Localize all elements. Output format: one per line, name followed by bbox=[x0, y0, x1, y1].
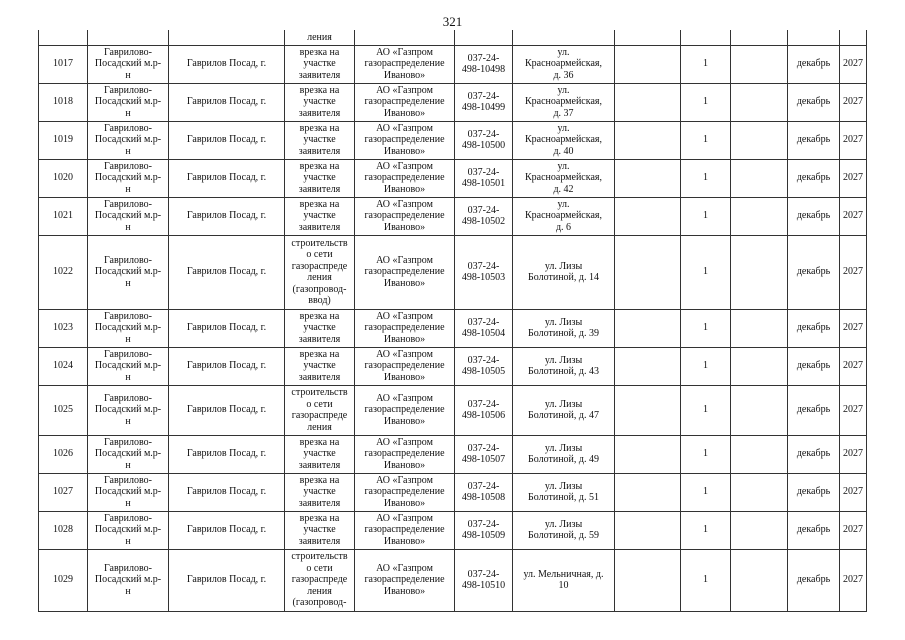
empty-cell bbox=[731, 473, 788, 511]
table-row bbox=[39, 309, 867, 347]
year-cell: 2027 bbox=[840, 197, 867, 235]
address-cell: ул. Лизы Болотиной, д. 14 bbox=[513, 235, 615, 309]
work-cell: врезка на участке заявителя bbox=[285, 435, 355, 473]
empty-cell bbox=[615, 473, 681, 511]
empty-cell bbox=[615, 309, 681, 347]
table-row bbox=[39, 159, 867, 197]
settlement-cell: Гаврилов Посад, г. bbox=[169, 83, 285, 121]
district-cell: Гаврилово- Посадский м.р- н bbox=[88, 473, 169, 511]
district-cell: Гаврилово- Посадский м.р- н bbox=[88, 235, 169, 309]
empty-cell bbox=[731, 309, 788, 347]
work-cell: врезка на участке заявителя bbox=[285, 83, 355, 121]
num-cell: 1025 bbox=[39, 385, 88, 435]
code-cell: 037-24- 498-10499 bbox=[455, 83, 513, 121]
code-cell: 037-24- 498-10510 bbox=[455, 549, 513, 611]
year-cell: 2027 bbox=[840, 309, 867, 347]
org-cell bbox=[355, 30, 455, 45]
code-cell: 037-24- 498-10503 bbox=[455, 235, 513, 309]
code-cell bbox=[455, 30, 513, 45]
settlement-cell: Гаврилов Посад, г. bbox=[169, 549, 285, 611]
table-row bbox=[39, 347, 867, 385]
month-cell: декабрь bbox=[788, 159, 840, 197]
work-cell: строительств о сети газораспреде ления (газопровод- ввод) bbox=[285, 235, 355, 309]
code-cell: 037-24- 498-10500 bbox=[455, 121, 513, 159]
year-cell: 2027 bbox=[840, 473, 867, 511]
code-cell: 037-24- 498-10508 bbox=[455, 473, 513, 511]
district-cell: Гаврилово- Посадский м.р- н bbox=[88, 347, 169, 385]
org-cell: АО «Газпром газораспределение Иваново» bbox=[355, 197, 455, 235]
month-cell: декабрь bbox=[788, 45, 840, 83]
settlement-cell: Гаврилов Посад, г. bbox=[169, 159, 285, 197]
continuation-row bbox=[39, 30, 867, 45]
qty-cell: 1 bbox=[681, 309, 731, 347]
num-cell: 1017 bbox=[39, 45, 88, 83]
settlement-cell: Гаврилов Посад, г. bbox=[169, 347, 285, 385]
address-cell: ул. Красноармейская, д. 6 bbox=[513, 197, 615, 235]
qty-cell: 1 bbox=[681, 197, 731, 235]
month-cell: декабрь bbox=[788, 235, 840, 309]
org-cell: АО «Газпром газораспределение Иваново» bbox=[355, 45, 455, 83]
address-cell: ул. Мельничная, д. 10 bbox=[513, 549, 615, 611]
org-cell: АО «Газпром газораспределение Иваново» bbox=[355, 121, 455, 159]
settlement-cell: Гаврилов Посад, г. bbox=[169, 45, 285, 83]
district-cell: Гаврилово- Посадский м.р- н bbox=[88, 435, 169, 473]
district-cell: Гаврилово- Посадский м.р- н bbox=[88, 121, 169, 159]
empty-cell bbox=[731, 235, 788, 309]
qty-cell: 1 bbox=[681, 511, 731, 549]
month-cell: декабрь bbox=[788, 83, 840, 121]
year-cell: 2027 bbox=[840, 549, 867, 611]
address-cell: ул. Красноармейская, д. 42 bbox=[513, 159, 615, 197]
num-cell: 1023 bbox=[39, 309, 88, 347]
code-cell: 037-24- 498-10501 bbox=[455, 159, 513, 197]
num-cell: 1021 bbox=[39, 197, 88, 235]
empty-cell bbox=[615, 347, 681, 385]
address-cell: ул. Лизы Болотиной, д. 51 bbox=[513, 473, 615, 511]
empty-cell bbox=[615, 30, 681, 45]
month-cell: декабрь bbox=[788, 511, 840, 549]
month-cell: декабрь bbox=[788, 385, 840, 435]
org-cell: АО «Газпром газораспределение Иваново» bbox=[355, 435, 455, 473]
settlement-cell bbox=[169, 30, 285, 45]
work-cell: ления bbox=[285, 30, 355, 45]
code-cell: 037-24- 498-10509 bbox=[455, 511, 513, 549]
year-cell: 2027 bbox=[840, 385, 867, 435]
table-row bbox=[39, 197, 867, 235]
code-cell: 037-24- 498-10504 bbox=[455, 309, 513, 347]
month-cell: декабрь bbox=[788, 309, 840, 347]
org-cell: АО «Газпром газораспределение Иваново» bbox=[355, 385, 455, 435]
work-cell: врезка на участке заявителя bbox=[285, 347, 355, 385]
empty-cell bbox=[615, 511, 681, 549]
org-cell: АО «Газпром газораспределение Иваново» bbox=[355, 473, 455, 511]
schedule-table bbox=[38, 30, 867, 612]
table-row bbox=[39, 511, 867, 549]
year-cell bbox=[840, 30, 867, 45]
work-cell: врезка на участке заявителя bbox=[285, 197, 355, 235]
district-cell: Гаврилово- Посадский м.р- н bbox=[88, 549, 169, 611]
num-cell: 1027 bbox=[39, 473, 88, 511]
table-row bbox=[39, 435, 867, 473]
empty-cell bbox=[615, 385, 681, 435]
settlement-cell: Гаврилов Посад, г. bbox=[169, 197, 285, 235]
qty-cell: 1 bbox=[681, 121, 731, 159]
district-cell: Гаврилово- Посадский м.р- н bbox=[88, 511, 169, 549]
month-cell: декабрь bbox=[788, 197, 840, 235]
month-cell: декабрь bbox=[788, 347, 840, 385]
month-cell: декабрь bbox=[788, 473, 840, 511]
district-cell bbox=[88, 30, 169, 45]
empty-cell bbox=[615, 45, 681, 83]
code-cell: 037-24- 498-10502 bbox=[455, 197, 513, 235]
work-cell: врезка на участке заявителя bbox=[285, 45, 355, 83]
settlement-cell: Гаврилов Посад, г. bbox=[169, 435, 285, 473]
work-cell: строительств о сети газораспреде ления bbox=[285, 385, 355, 435]
org-cell: АО «Газпром газораспределение Иваново» bbox=[355, 511, 455, 549]
address-cell: ул. Лизы Болотиной, д. 49 bbox=[513, 435, 615, 473]
settlement-cell: Гаврилов Посад, г. bbox=[169, 511, 285, 549]
address-cell: ул. Красноармейская, д. 36 bbox=[513, 45, 615, 83]
settlement-cell: Гаврилов Посад, г. bbox=[169, 385, 285, 435]
table-row bbox=[39, 549, 867, 611]
address-cell: ул. Лизы Болотиной, д. 39 bbox=[513, 309, 615, 347]
org-cell: АО «Газпром газораспределение Иваново» bbox=[355, 549, 455, 611]
num-cell: 1022 bbox=[39, 235, 88, 309]
qty-cell: 1 bbox=[681, 549, 731, 611]
empty-cell bbox=[615, 197, 681, 235]
year-cell: 2027 bbox=[840, 435, 867, 473]
address-cell: ул. Лизы Болотиной, д. 43 bbox=[513, 347, 615, 385]
work-cell: строительств о сети газораспреде ления (газопровод- bbox=[285, 549, 355, 611]
table-body bbox=[39, 30, 867, 611]
address-cell: ул. Лизы Болотиной, д. 47 bbox=[513, 385, 615, 435]
settlement-cell: Гаврилов Посад, г. bbox=[169, 473, 285, 511]
table-row bbox=[39, 83, 867, 121]
num-cell bbox=[39, 30, 88, 45]
table-row bbox=[39, 385, 867, 435]
num-cell: 1024 bbox=[39, 347, 88, 385]
address-cell bbox=[513, 30, 615, 45]
empty-cell bbox=[731, 45, 788, 83]
year-cell: 2027 bbox=[840, 159, 867, 197]
code-cell: 037-24- 498-10498 bbox=[455, 45, 513, 83]
table-row bbox=[39, 473, 867, 511]
empty-cell bbox=[731, 159, 788, 197]
qty-cell: 1 bbox=[681, 45, 731, 83]
page-number: 321 bbox=[442, 14, 463, 29]
qty-cell: 1 bbox=[681, 385, 731, 435]
qty-cell: 1 bbox=[681, 473, 731, 511]
district-cell: Гаврилово- Посадский м.р- н bbox=[88, 309, 169, 347]
year-cell: 2027 bbox=[840, 511, 867, 549]
year-cell: 2027 bbox=[840, 235, 867, 309]
num-cell: 1029 bbox=[39, 549, 88, 611]
org-cell: АО «Газпром газораспределение Иваново» bbox=[355, 235, 455, 309]
qty-cell: 1 bbox=[681, 83, 731, 121]
work-cell: врезка на участке заявителя bbox=[285, 159, 355, 197]
settlement-cell: Гаврилов Посад, г. bbox=[169, 309, 285, 347]
empty-cell bbox=[731, 385, 788, 435]
year-cell: 2027 bbox=[840, 347, 867, 385]
year-cell: 2027 bbox=[840, 45, 867, 83]
empty-cell bbox=[731, 347, 788, 385]
empty-cell bbox=[731, 197, 788, 235]
num-cell: 1020 bbox=[39, 159, 88, 197]
num-cell: 1028 bbox=[39, 511, 88, 549]
month-cell: декабрь bbox=[788, 549, 840, 611]
org-cell: АО «Газпром газораспределение Иваново» bbox=[355, 309, 455, 347]
empty-cell bbox=[615, 549, 681, 611]
work-cell: врезка на участке заявителя bbox=[285, 473, 355, 511]
qty-cell: 1 bbox=[681, 159, 731, 197]
qty-cell: 1 bbox=[681, 347, 731, 385]
district-cell: Гаврилово- Посадский м.р- н bbox=[88, 45, 169, 83]
district-cell: Гаврилово- Посадский м.р- н bbox=[88, 159, 169, 197]
org-cell: АО «Газпром газораспределение Иваново» bbox=[355, 83, 455, 121]
address-cell: ул. Лизы Болотиной, д. 59 bbox=[513, 511, 615, 549]
num-cell: 1019 bbox=[39, 121, 88, 159]
address-cell: ул. Красноармейская, д. 40 bbox=[513, 121, 615, 159]
month-cell: декабрь bbox=[788, 121, 840, 159]
empty-cell bbox=[731, 83, 788, 121]
table-row bbox=[39, 235, 867, 309]
work-cell: врезка на участке заявителя bbox=[285, 121, 355, 159]
empty-cell bbox=[615, 159, 681, 197]
month-cell bbox=[788, 30, 840, 45]
org-cell: АО «Газпром газораспределение Иваново» bbox=[355, 347, 455, 385]
settlement-cell: Гаврилов Посад, г. bbox=[169, 121, 285, 159]
code-cell: 037-24- 498-10505 bbox=[455, 347, 513, 385]
settlement-cell: Гаврилов Посад, г. bbox=[169, 235, 285, 309]
address-cell: ул. Красноармейская, д. 37 bbox=[513, 83, 615, 121]
district-cell: Гаврилово- Посадский м.р- н bbox=[88, 197, 169, 235]
empty-cell bbox=[731, 511, 788, 549]
org-cell: АО «Газпром газораспределение Иваново» bbox=[355, 159, 455, 197]
empty-cell bbox=[731, 30, 788, 45]
num-cell: 1026 bbox=[39, 435, 88, 473]
empty-cell bbox=[615, 121, 681, 159]
year-cell: 2027 bbox=[840, 121, 867, 159]
empty-cell bbox=[731, 121, 788, 159]
year-cell: 2027 bbox=[840, 83, 867, 121]
qty-cell: 1 bbox=[681, 235, 731, 309]
empty-cell bbox=[615, 83, 681, 121]
empty-cell bbox=[731, 435, 788, 473]
code-cell: 037-24- 498-10507 bbox=[455, 435, 513, 473]
district-cell: Гаврилово- Посадский м.р- н bbox=[88, 83, 169, 121]
empty-cell bbox=[731, 549, 788, 611]
qty-cell: 1 bbox=[681, 435, 731, 473]
district-cell: Гаврилово- Посадский м.р- н bbox=[88, 385, 169, 435]
empty-cell bbox=[615, 435, 681, 473]
work-cell: врезка на участке заявителя bbox=[285, 511, 355, 549]
num-cell: 1018 bbox=[39, 83, 88, 121]
empty-cell bbox=[615, 235, 681, 309]
qty-cell bbox=[681, 30, 731, 45]
table-row bbox=[39, 45, 867, 83]
code-cell: 037-24- 498-10506 bbox=[455, 385, 513, 435]
work-cell: врезка на участке заявителя bbox=[285, 309, 355, 347]
month-cell: декабрь bbox=[788, 435, 840, 473]
table-row bbox=[39, 121, 867, 159]
